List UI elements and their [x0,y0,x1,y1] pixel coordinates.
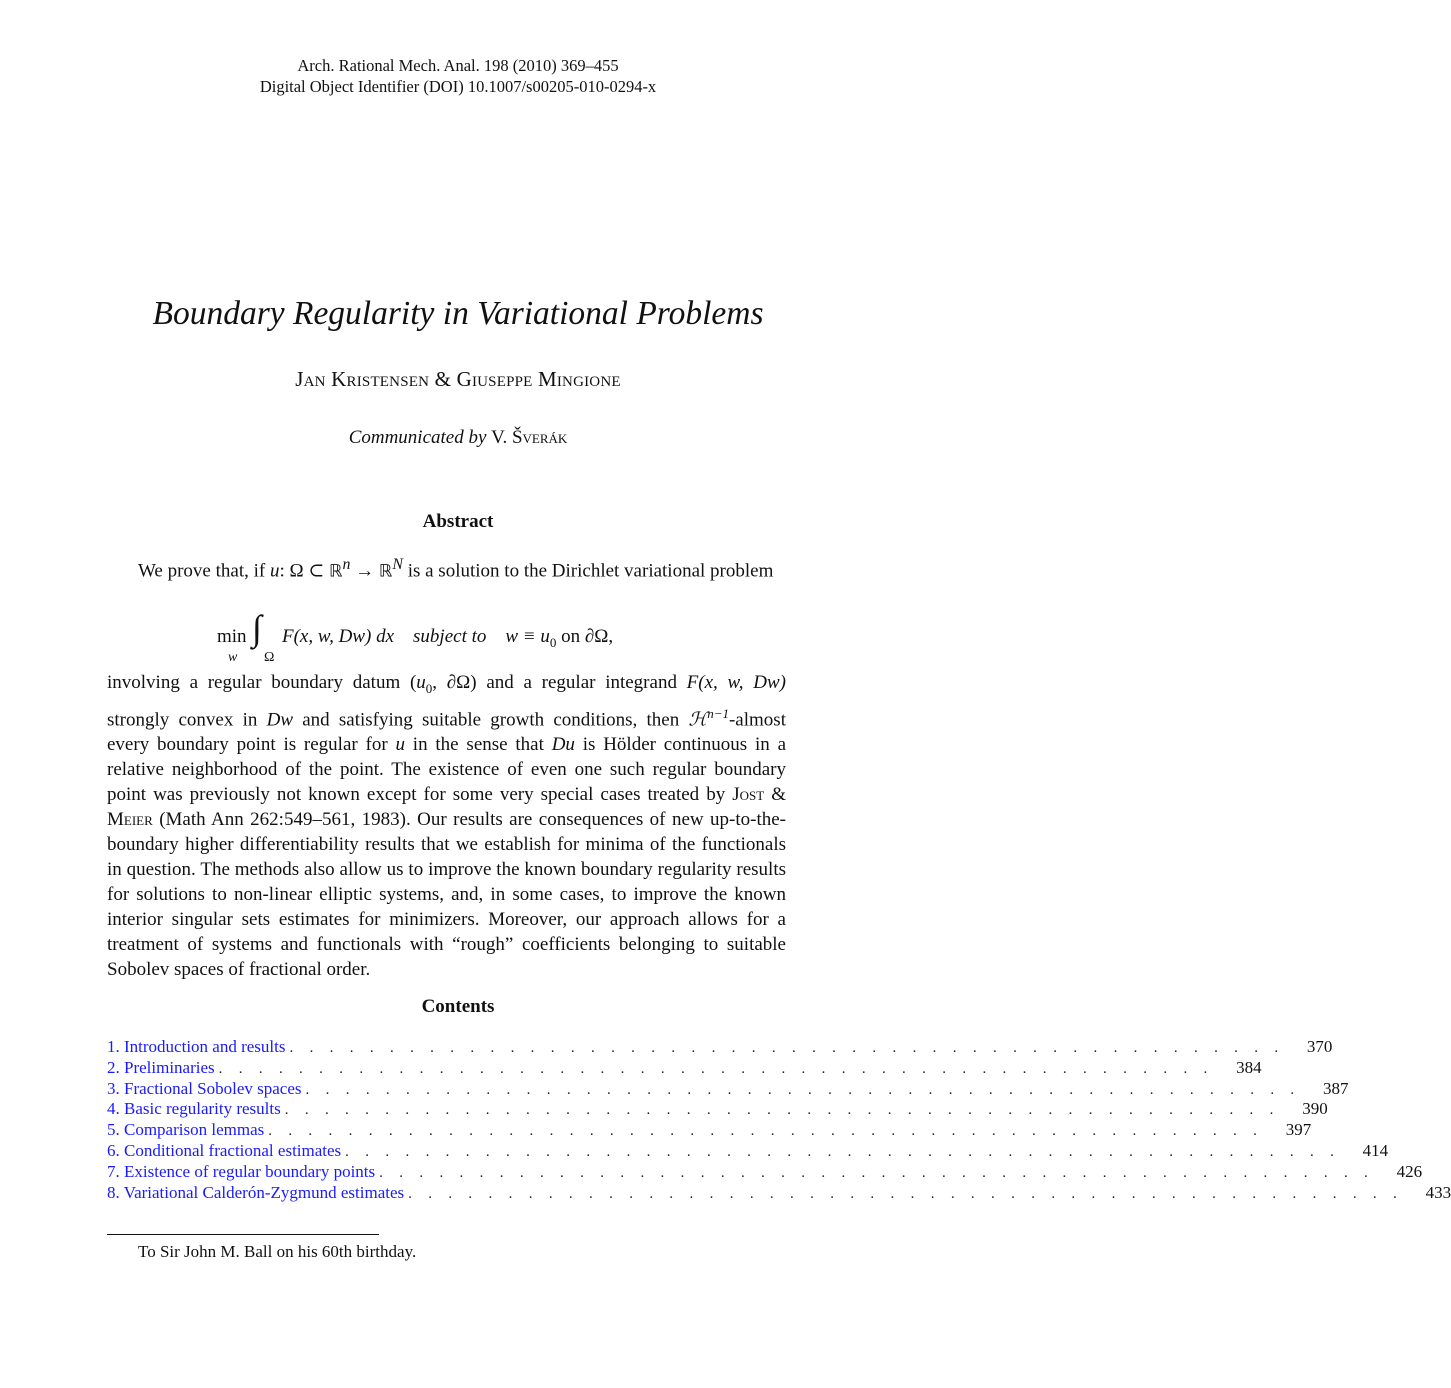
toc-link-regular-boundary-points[interactable]: 7. Existence of regular boundary points [107,1161,376,1181]
abstract-text: strongly convex in [107,709,267,731]
toc-leader-dots: . . . . . . . . . . . . . . . . . . . . . . . . . . . . . . . . . . . . . . . . . . . . . . . . . . [268,1123,1264,1140]
eq-body-tail: on ∂Ω, [556,626,614,647]
footnote-rule [107,1234,379,1235]
integral-subscript: Ω [264,650,275,665]
abstract-text: is Hölder continuous in a relative neighborhood of the point. The existence of even one such regular boundary point was previously not known except for some very special cases treated by [107,734,786,806]
math-u: u [269,560,280,582]
toc-link-introduction[interactable]: 1. Introduction and results [107,1037,286,1056]
authors: Jan Kristensen & Giuseppe Mingione [295,367,621,391]
toc-item [107,1037,1333,1058]
math-u0: u [416,672,426,693]
eq-min: min [217,626,247,647]
math-Du: Du [551,734,575,756]
toc-link-fractional-sobolev[interactable]: 3. Fractional Sobolev spaces [107,1078,302,1098]
toc-item [107,1140,1389,1162]
dedication-footnote: To Sir John M. Ball on his 60th birthday. [138,1242,417,1261]
communicator-name: V. Šverák [491,427,568,448]
toc-leader-dots: . . . . . . . . . . . . . . . . . . . . . . . . . . . . . . . . . . . . . . . . . . . . . . . . . . [379,1164,1375,1181]
toc-item [107,1161,1423,1183]
toc-page-number: 426 [1396,1161,1423,1181]
math-hausdorff: ℋ [688,709,708,731]
toc-leader-dots: . . . . . . . . . . . . . . . . . . . . . . . . . . . . . . . . . . . . . . . . . . . . . . . . . . [345,1143,1341,1160]
toc-page-number: 370 [1306,1037,1333,1056]
abstract-paragraph-2 [107,670,786,982]
toc-link-preliminaries[interactable]: 2. Preliminaries [107,1057,215,1077]
eq-body-subscript: 0 [549,634,557,650]
toc-link-basic-regularity[interactable]: 4. Basic regularity results [107,1099,281,1119]
contents-heading: Contents [421,996,495,1017]
toc-item [107,1120,1312,1141]
toc-item [107,1182,1451,1204]
toc-item [107,1099,1328,1120]
math-Dw: Dw [266,709,293,731]
toc-link-comparison-lemmas[interactable]: 5. Comparison lemmas [107,1120,265,1140]
eq-body-main: F(x, w, Dw) dx subject to w ≡ u [282,626,550,647]
toc-page-number: 414 [1362,1140,1389,1160]
integral-sign: ∫ [252,608,262,648]
toc-item [107,1078,1349,1100]
math-real-set: ℝ [378,561,393,582]
math-exponent-N: N [392,556,403,573]
eq-min-subscript: w [228,650,238,665]
toc-page-number: 433 [1425,1182,1451,1202]
toc-leader-dots: . . . . . . . . . . . . . . . . . . . . . . . . . . . . . . . . . . . . . . . . . . . . . . . . . . [408,1185,1404,1202]
eq-body [282,624,613,655]
abstract-text: and satisfying suitable growth conditions, then [293,709,689,731]
math-real-set: ℝ [329,561,343,582]
math-hausdorff-exponent: n−1 [707,705,729,721]
toc-leader-dots: . . . . . . . . . . . . . . . . . . . . . . . . . . . . . . . . . . . . . . . . . . . . . . . . . . [289,1040,1285,1056]
journal-header [0,55,916,97]
toc-page-number: 397 [1285,1120,1312,1140]
toc-leader-dots: . . . . . . . . . . . . . . . . . . . . . . . . . . . . . . . . . . . . . . . . . . . . . . . . . . [305,1081,1301,1098]
toc-leader-dots: . . . . . . . . . . . . . . . . . . . . . . . . . . . . . . . . . . . . . . . . . . . . . . . . . . [284,1102,1280,1119]
math-arrow: → [350,560,379,582]
toc-link-conditional-estimates[interactable]: 6. Conditional fractional estimates [107,1140,342,1160]
abstract-heading: Abstract [422,511,494,532]
toc-leader-dots: . . . . . . . . . . . . . . . . . . . . . . . . . . . . . . . . . . . . . . . . . . . . . . . . . . [218,1060,1214,1077]
math-u: u [395,734,405,756]
abstract-text: in the sense that [405,734,552,756]
paper-title: Boundary Regularity in Variational Problems [152,295,764,332]
math-integrand: F(x, w, Dw) [686,672,786,693]
abstract-text: involving a regular boundary datum ( [107,672,417,693]
table-of-contents [107,1037,1451,1203]
toc-link-calderon-zygmund[interactable]: 8. Variational Calderón-Zygmund estimates [107,1182,405,1202]
journal-citation: Arch. Rational Mech. Anal. 198 (2010) 369–455 [297,56,619,75]
toc-page-number: 384 [1236,1057,1262,1077]
toc-page-number: 390 [1302,1099,1328,1119]
toc-page-number: 387 [1322,1078,1349,1098]
math-omega: : Ω ⊂ [279,560,325,582]
abstract-text: (Math Ann 262:549–561, 1983). Our results are consequences of new up-to-the-boundary higher differentiability results that we establish for minima of the functionals in question. The methods also allow us to improve the known boundary regularity results for solutions to non-linear elliptic systems, and, in some cases, to improve the known interior singular sets estimates for minimizers. Moreover, our approach allows for a treatment of systems and functionals with “rough” coefficients belonging to suitable Sobolev spaces of fractional order. [107,809,786,981]
math-exponent-n: n [342,556,351,573]
abstract-text: is a solution to the Dirichlet variational problem [402,560,774,582]
communicated-by [0,425,916,451]
abstract-text: We prove that, if [138,560,266,582]
abstract-text: -almost every boundary point is regular for [107,709,786,756]
math-u0-subscript: 0 [425,680,433,696]
communicated-prefix: Communicated by [348,427,487,448]
toc-item [107,1057,1262,1079]
cited-authors: Jost & Meier [107,784,786,831]
abstract-paragraph-1 [107,552,786,584]
abstract-text: , ∂Ω) and a regular integrand [432,672,687,693]
display-equation [0,608,916,667]
doi-line: Digital Object Identifier (DOI) 10.1007/s00205-010-0294-x [259,77,657,96]
